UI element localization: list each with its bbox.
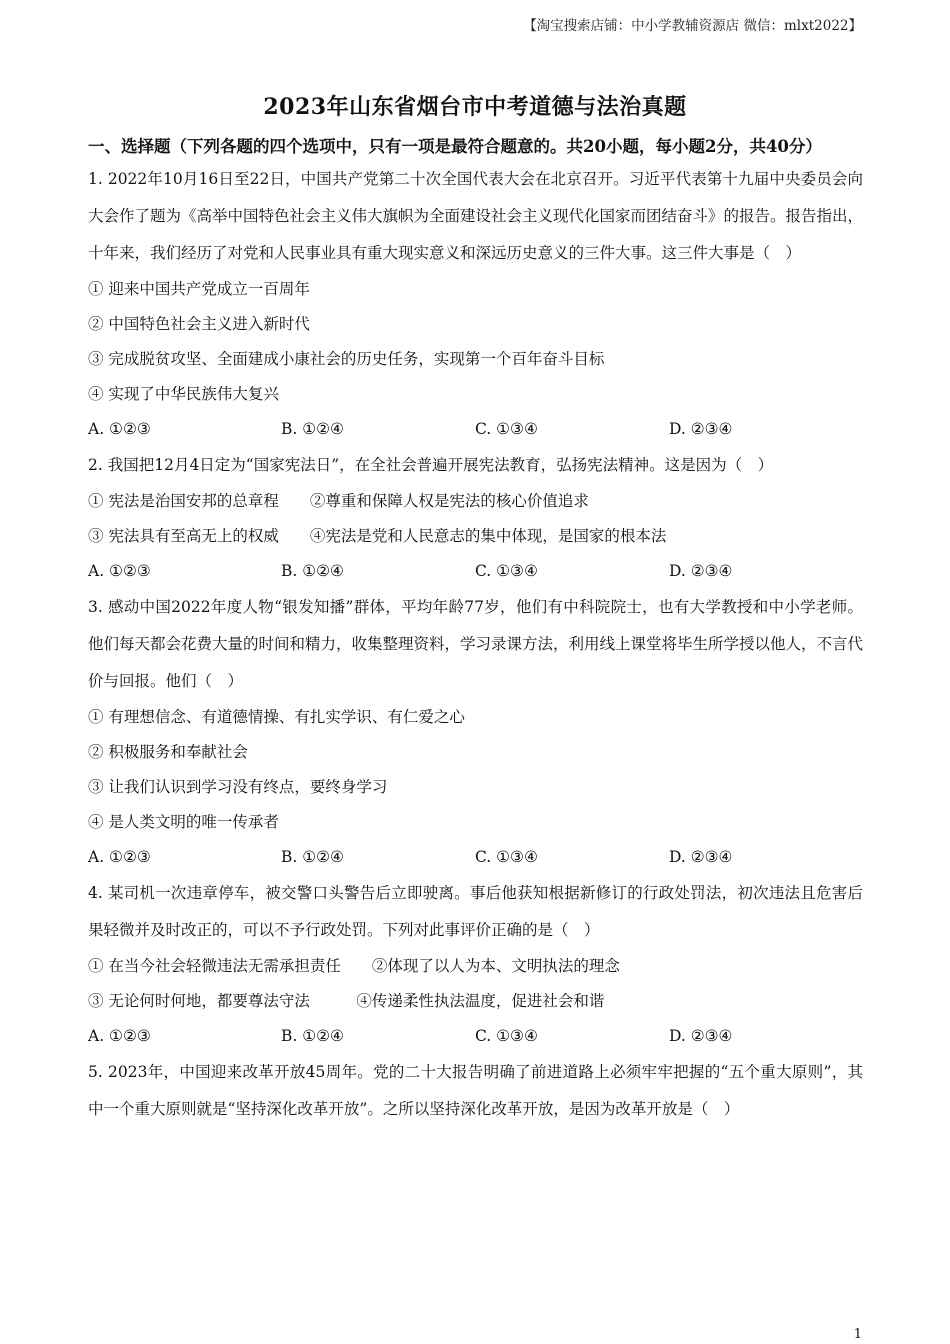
statement-item: ① 在当今社会轻微违法无需承担责任 ②体现了以人为本、文明执法的理念: [88, 957, 620, 975]
option-d: D. ②③④: [669, 848, 733, 866]
option-b: B. ①②④: [281, 562, 344, 580]
question-5: [88, 1054, 863, 1128]
question-1: [88, 161, 863, 447]
option-c: C. ①③④: [475, 562, 538, 580]
statement-item: ③ 完成脱贫攻坚、全面建成小康社会的历史任务，实现第一个百年奋斗目标: [88, 350, 605, 368]
statement-item: ② 积极服务和奉献社会: [88, 743, 248, 761]
answer-options: [88, 554, 863, 589]
question-stem: 5. 2023年，中国迎来改革开放45周年。党的二十大报告明确了前进道路上必须牢牢把握的“五个重大原则”，其中一个重大原则就是“坚持深化改革开放”。之所以坚持深化改革开放，是因为改革开放是（ ）: [88, 1063, 863, 1118]
page-title: 2023年山东省烟台市中考道德与法治真题: [263, 94, 687, 120]
header-note: 【淘宝搜索店铺：中小学教辅资源店 微信：mlxt2022】: [523, 18, 862, 34]
answer-options: [88, 412, 863, 447]
statement-item: ④ 是人类文明的唯一传承者: [88, 813, 279, 831]
statement-item: ① 宪法是治国安邦的总章程 ②尊重和保障人权是宪法的核心价值追求: [88, 492, 589, 510]
option-c: C. ①③④: [475, 420, 538, 438]
question-3: [88, 589, 863, 875]
question-stem: 4. 某司机一次违章停车，被交警口头警告后立即驶离。事后他获知根据新修订的行政处罚法，初次违法且危害后果轻微并及时改正的，可以不予行政处罚。下列对此事评价正确的是（ ）: [88, 884, 863, 939]
answer-options: [88, 840, 863, 875]
option-c: C. ①③④: [475, 848, 538, 866]
option-d: D. ②③④: [669, 562, 733, 580]
answer-options: [88, 1019, 863, 1054]
statement-item: ① 迎来中国共产党成立一百周年: [88, 280, 310, 298]
statement-item: ① 有理想信念、有道德情操、有扎实学识、有仁爱之心: [88, 708, 465, 726]
statement-item: ④ 实现了中华民族伟大复兴: [88, 385, 279, 403]
option-a: A. ①②③: [88, 848, 151, 866]
question-2: [88, 447, 863, 589]
option-d: D. ②③④: [669, 1027, 733, 1045]
option-b: B. ①②④: [281, 848, 344, 866]
option-b: B. ①②④: [281, 420, 344, 438]
page-number: 1: [853, 1327, 862, 1342]
option-b: B. ①②④: [281, 1027, 344, 1045]
section-heading: 一、选择题（下列各题的四个选项中，只有一项是最符合题意的。共20小题，每小题2分，共40分）: [88, 137, 822, 156]
question-stem: 3. 感动中国2022年度人物“银发知播”群体，平均年龄77岁，他们有中科院院士，也有大学教授和中小学老师。他们每天都会花费大量的时间和精力，收集整理资料，学习录课方法，利用线上课堂将毕生所学授以他人，不言代价与回报。他们（ ）: [88, 598, 864, 690]
statement-item: ③ 无论何时何地，都要尊法守法 ④传递柔性执法温度，促进社会和谐: [88, 992, 605, 1010]
question-stem: 2. 我国把12月4日定为“国家宪法日”，在全社会普遍开展宪法教育，弘扬宪法精神。这是因为（ ）: [88, 456, 774, 474]
statement-item: ③ 宪法具有至高无上的权威 ④宪法是党和人民意志的集中体现，是国家的根本法: [88, 527, 667, 545]
exam-content: [88, 132, 863, 1128]
statement-item: ③ 让我们认识到学习没有终点，要终身学习: [88, 778, 388, 796]
option-c: C. ①③④: [475, 1027, 538, 1045]
option-d: D. ②③④: [669, 420, 733, 438]
question-stem: 1. 2022年10月16日至22日，中国共产党第二十次全国代表大会在北京召开。习近平代表第十九届中央委员会向大会作了题为《高举中国特色社会主义伟大旗帜为全面建设社会主义现代化国家而团结奋斗》的报告。报告指出，十年来，我们经历了对党和人民事业具有重大现实意义和深远历史意义的三件大事。这三件大事是（ ）: [88, 170, 864, 262]
option-a: A. ①②③: [88, 1027, 151, 1045]
statement-item: ② 中国特色社会主义进入新时代: [88, 315, 310, 333]
option-a: A. ①②③: [88, 562, 151, 580]
question-4: [88, 875, 863, 1054]
option-a: A. ①②③: [88, 420, 151, 438]
